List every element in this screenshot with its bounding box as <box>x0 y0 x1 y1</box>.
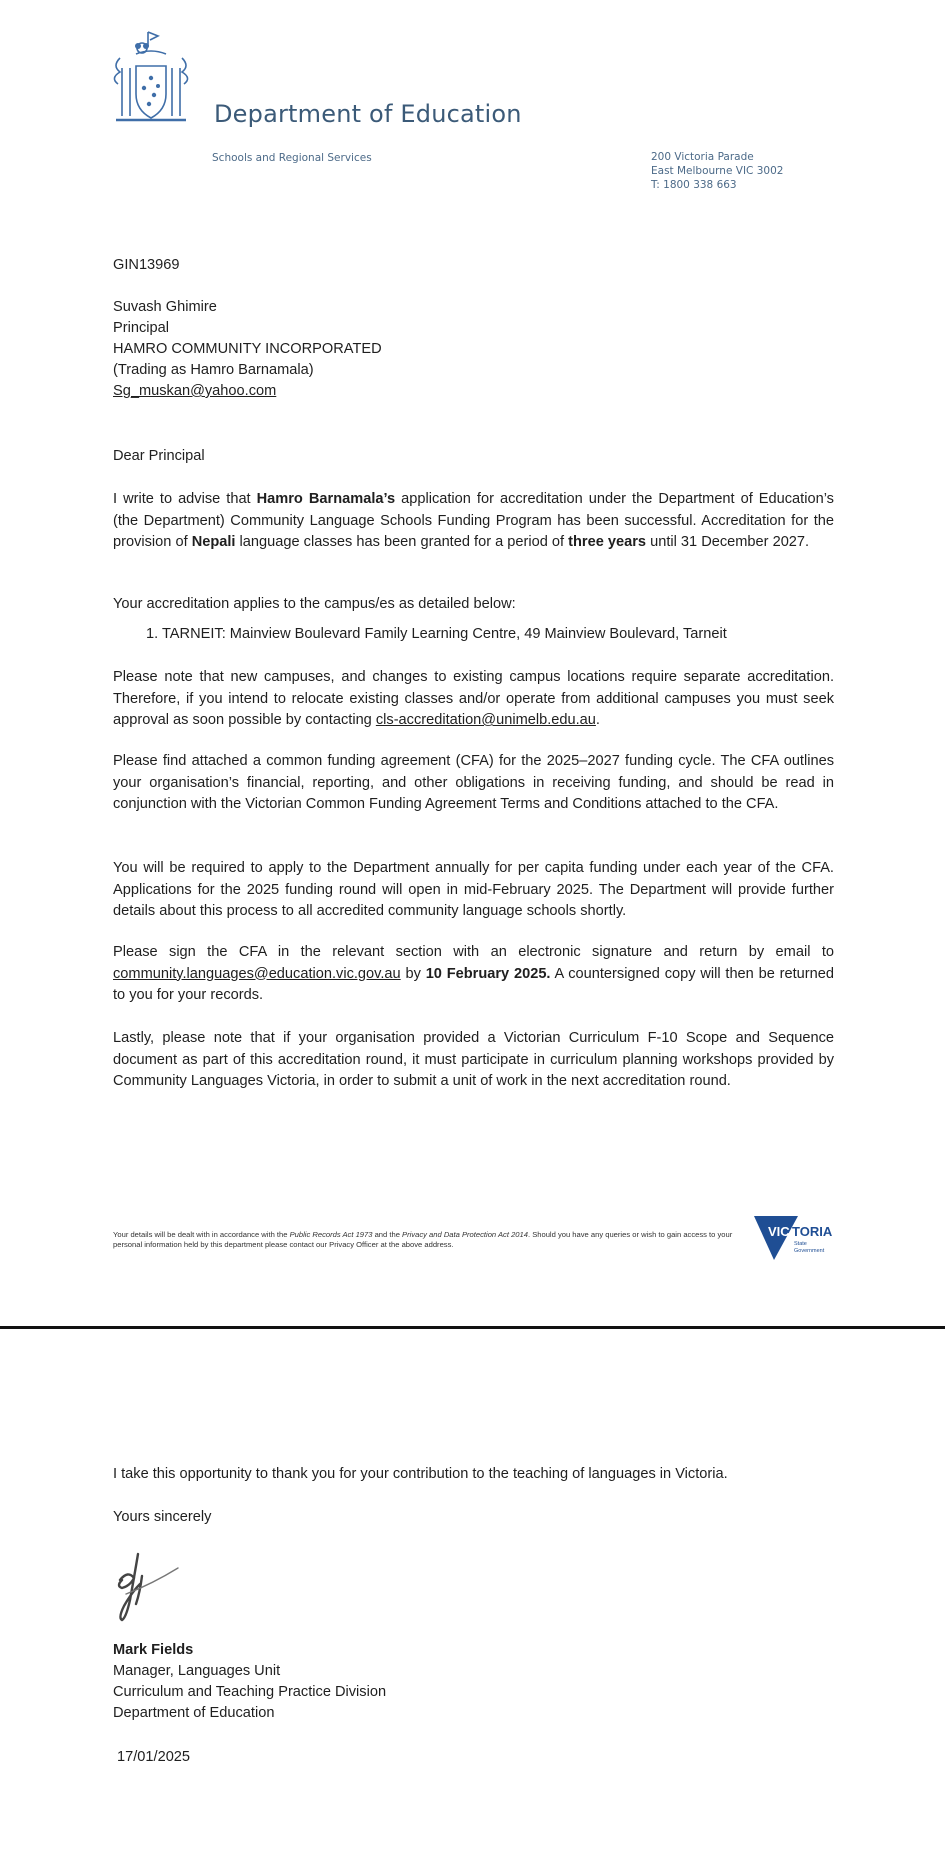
recipient-title: Principal <box>113 320 169 336</box>
act-name: Privacy and Data Protection Act 2014 <box>402 1230 528 1239</box>
signer-role: Manager, Languages Unit <box>113 1663 281 1679</box>
recipient-email-link[interactable]: Sg_muskan@yahoo.com <box>113 383 277 399</box>
text: language classes has been granted for a period of <box>235 534 569 550</box>
text: by <box>400 965 426 982</box>
svg-text:Government: Government <box>794 1248 825 1254</box>
community-languages-email-link[interactable]: community.languages@education.vic.gov.au <box>113 965 401 982</box>
language-name: Nepali <box>191 534 236 550</box>
address-line-1: 200 Victoria Parade <box>651 151 754 163</box>
text: until 31 December 2027. <box>646 534 810 550</box>
paragraph-curriculum-workshops: Lastly, please note that if your organisation provided a Victorian Curriculum F-10 Scope and Sequence document as part of this accreditation round, it must participate in curriculum planning workshops provided by Community Languages Victoria, in order to submit a unit of work in the next accreditation round. <box>113 1030 834 1089</box>
text: application for accreditation under the Department of Education’s (the Department) Community Language Schools Funding Program has been successful. Accreditation for the provision of <box>113 491 834 550</box>
text: Please note that new campuses, and changes to existing campus locations require separate accreditation. Therefore, if you intend to relocate existing classes and/or operate from additional campuses you must seek approval as soon possible by contacting <box>113 669 834 728</box>
victoria-state-government-logo-icon <box>752 1214 840 1262</box>
thank-you-line: I take this opportunity to thank you for your contribution to the teaching of languages in Victoria. <box>113 1466 728 1482</box>
svg-text:State: State <box>794 1241 807 1247</box>
closing: Yours sincerely <box>113 1509 212 1525</box>
text: Your details will be dealt with in accordance with the <box>113 1230 290 1239</box>
text: . Should you have any queries or wish to gain access to your personal information held by this department please contact our Privacy Officer at the above address. <box>113 1230 733 1249</box>
logo-word-part: TORIA <box>792 1224 833 1239</box>
accreditation-period: three years <box>568 534 647 550</box>
privacy-notice <box>113 1230 743 1250</box>
page-break-divider <box>0 1326 945 1329</box>
school-name: Hamro Barnamala’s <box>256 491 396 507</box>
paragraph-campus-intro: Your accreditation applies to the campus/es as detailed below: <box>113 596 516 612</box>
cls-accreditation-email-link[interactable]: cls-accreditation@unimelb.edu.au <box>375 712 596 728</box>
paragraph-annual-funding: You will be required to apply to the Department annually for per capita funding under each year of the CFA. Applications for the 2025 funding round will open in mid-February 2025. The Department will provide further details about this process to all accredited community language schools shortly. <box>113 860 834 919</box>
signer-division: Curriculum and Teaching Practice Division <box>113 1684 387 1700</box>
signer-name: Mark Fields <box>113 1642 194 1658</box>
paragraph-cfa: Please find attached a common funding agreement (CFA) for the 2025–2027 funding cycle. The CFA outlines your organisation’s financial, reporting, and other obligations in receiving funding, and should be read in conjunction with the Victorian Common Funding Agreement Terms and Conditions attached to the CFA. <box>113 753 834 812</box>
recipient-trading-name: (Trading as Hamro Barnamala) <box>113 362 314 378</box>
signer-department: Department of Education <box>113 1705 275 1721</box>
paragraph-new-campuses <box>113 667 834 732</box>
text: I write to advise that <box>113 491 257 507</box>
paragraph-sign-cfa <box>113 942 834 1007</box>
reference-number: GIN13969 <box>113 257 180 273</box>
signer-block <box>113 1640 386 1724</box>
logo-word-part: VIC <box>768 1224 790 1239</box>
text: . <box>595 712 600 728</box>
campus-list-item: 1. TARNEIT: Mainview Boulevard Family Learning Centre, 49 Mainview Boulevard, Tarneit <box>146 626 727 642</box>
text: A countersigned copy will then be returned to you for your records. <box>113 965 834 1003</box>
deadline-date: 10 February 2025. <box>425 965 551 982</box>
recipient-block <box>113 297 382 402</box>
recipient-name: Suvash Ghimire <box>113 299 217 315</box>
department-address <box>651 150 783 192</box>
victoria-coat-of-arms-icon <box>108 28 194 128</box>
address-line-2: East Melbourne VIC 3002 <box>651 165 784 177</box>
phone-number: T: 1800 338 663 <box>651 179 737 191</box>
text: and the <box>372 1230 403 1239</box>
letter-date: 17/01/2025 <box>117 1749 191 1765</box>
handwritten-signature-icon <box>112 1548 192 1628</box>
text: Please sign the CFA in the relevant section with an electronic signature and return by email to <box>113 944 834 960</box>
salutation: Dear Principal <box>113 448 205 464</box>
recipient-organisation: HAMRO COMMUNITY INCORPORATED <box>113 341 382 357</box>
division-name: Schools and Regional Services <box>212 152 372 164</box>
paragraph-accreditation-granted <box>113 489 834 554</box>
department-name: Department of Education <box>214 100 522 128</box>
act-name: Public Records Act 1973 <box>289 1230 373 1239</box>
